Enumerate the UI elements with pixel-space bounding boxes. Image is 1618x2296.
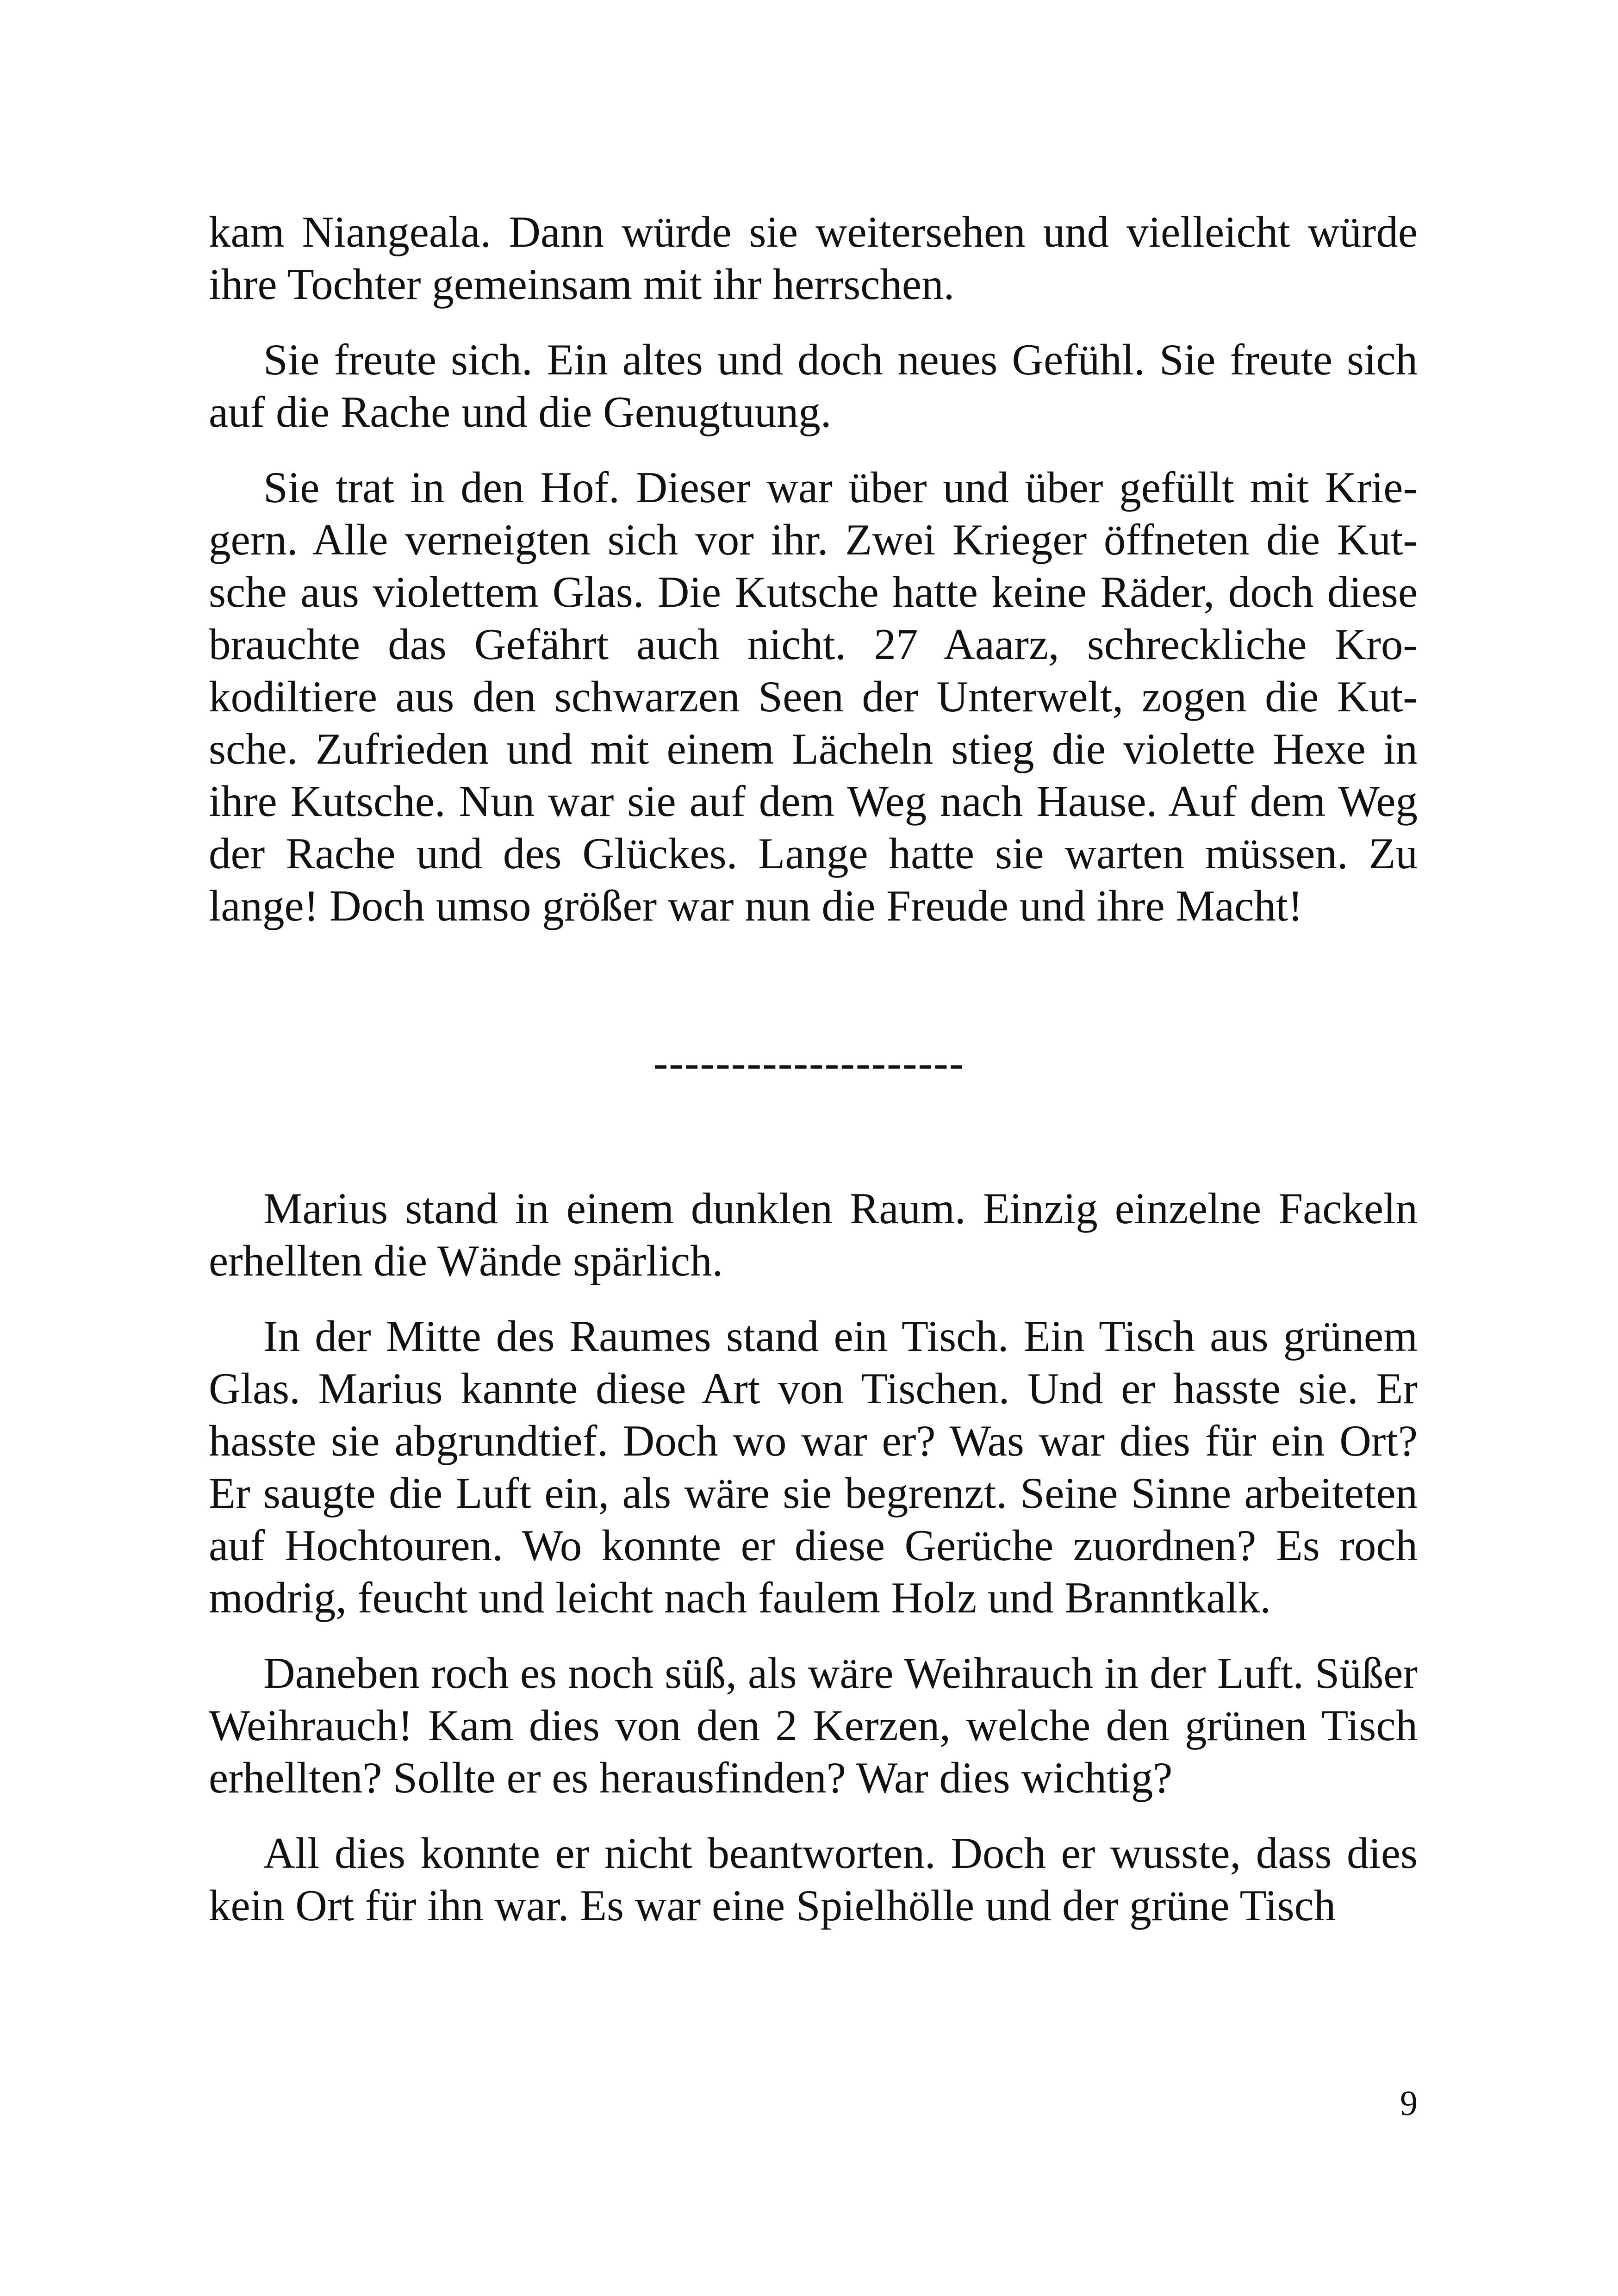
paragraph: In der Mitte des Raumes stand ein Tisch. Ein Tisch aus grünem Glas. Marius kannte diese Art von Tischen. Und er hasste sie. Er hasste sie abgrundtief. Doch wo war er? Was war dies für ein Ort? Er saugte die Luft ein, als wäre sie begrenzt. Seine Sinne arbeiteten auf Hochtouren. Wo konnte er diese Gerüche zuordnen? Es roch modrig, feucht und leicht nach faulem Holz und Branntkalk. (209, 1312, 1418, 1622)
text-section-one (209, 206, 1418, 955)
paragraph: Daneben roch es noch süß, als wäre Weihrauch in der Luft. Süßer Weihrauch! Kam dies von den 2 Kerzen, welche den grünen Tisch erhellten? Sollte er es herausfinden? War dies wichtig? (209, 1649, 1418, 1802)
paragraph: All dies konnte er nicht beantworten. Doch er wusste, dass dies kein Ort für ihn war. Es war eine Spielhölle und der grüne Tisch (209, 1829, 1418, 1930)
paragraph: kam Niangeala. Dann würde sie weitersehen und vielleicht würde ihre Tochter gemeinsam mit ihr herrschen. (209, 207, 1418, 309)
scene-separator: -------------------- (653, 1038, 965, 1087)
paragraph: Sie freute sich. Ein altes und doch neues Gefühl. Sie freute sich auf die Rache und die Genugtuung. (209, 335, 1418, 436)
text-section-two (209, 1182, 1418, 1955)
page-number: 9 (1400, 2084, 1418, 2123)
paragraph: Sie trat in den Hof. Dieser war über und über gefüllt mit Kriegern. Alle verneigten sich vor ihr. Zwei Krieger öffneten die Kutsche aus violettem Glas. Die Kutsche hatte keine Räder, doch diese brauchte das Gefährt auch nicht. 27 Aaarz, schreckliche Krokodiltiere aus den schwarzen Seen der Unterwelt, zogen die Kutsche. Zufrieden und mit einem Lächeln stieg die violette Hexe in ihre Kutsche. Nun war sie auf dem Weg nach Hause. Auf dem Weg der Rache und des Glückes. Lange hatte sie warten müssen. Zu lange! Doch umso größer war nun die Freude und ihre Macht! (209, 463, 1418, 930)
paragraph: Marius stand in einem dunklen Raum. Einzig einzelne Fackeln erhellten die Wände spärlich. (209, 1184, 1418, 1285)
